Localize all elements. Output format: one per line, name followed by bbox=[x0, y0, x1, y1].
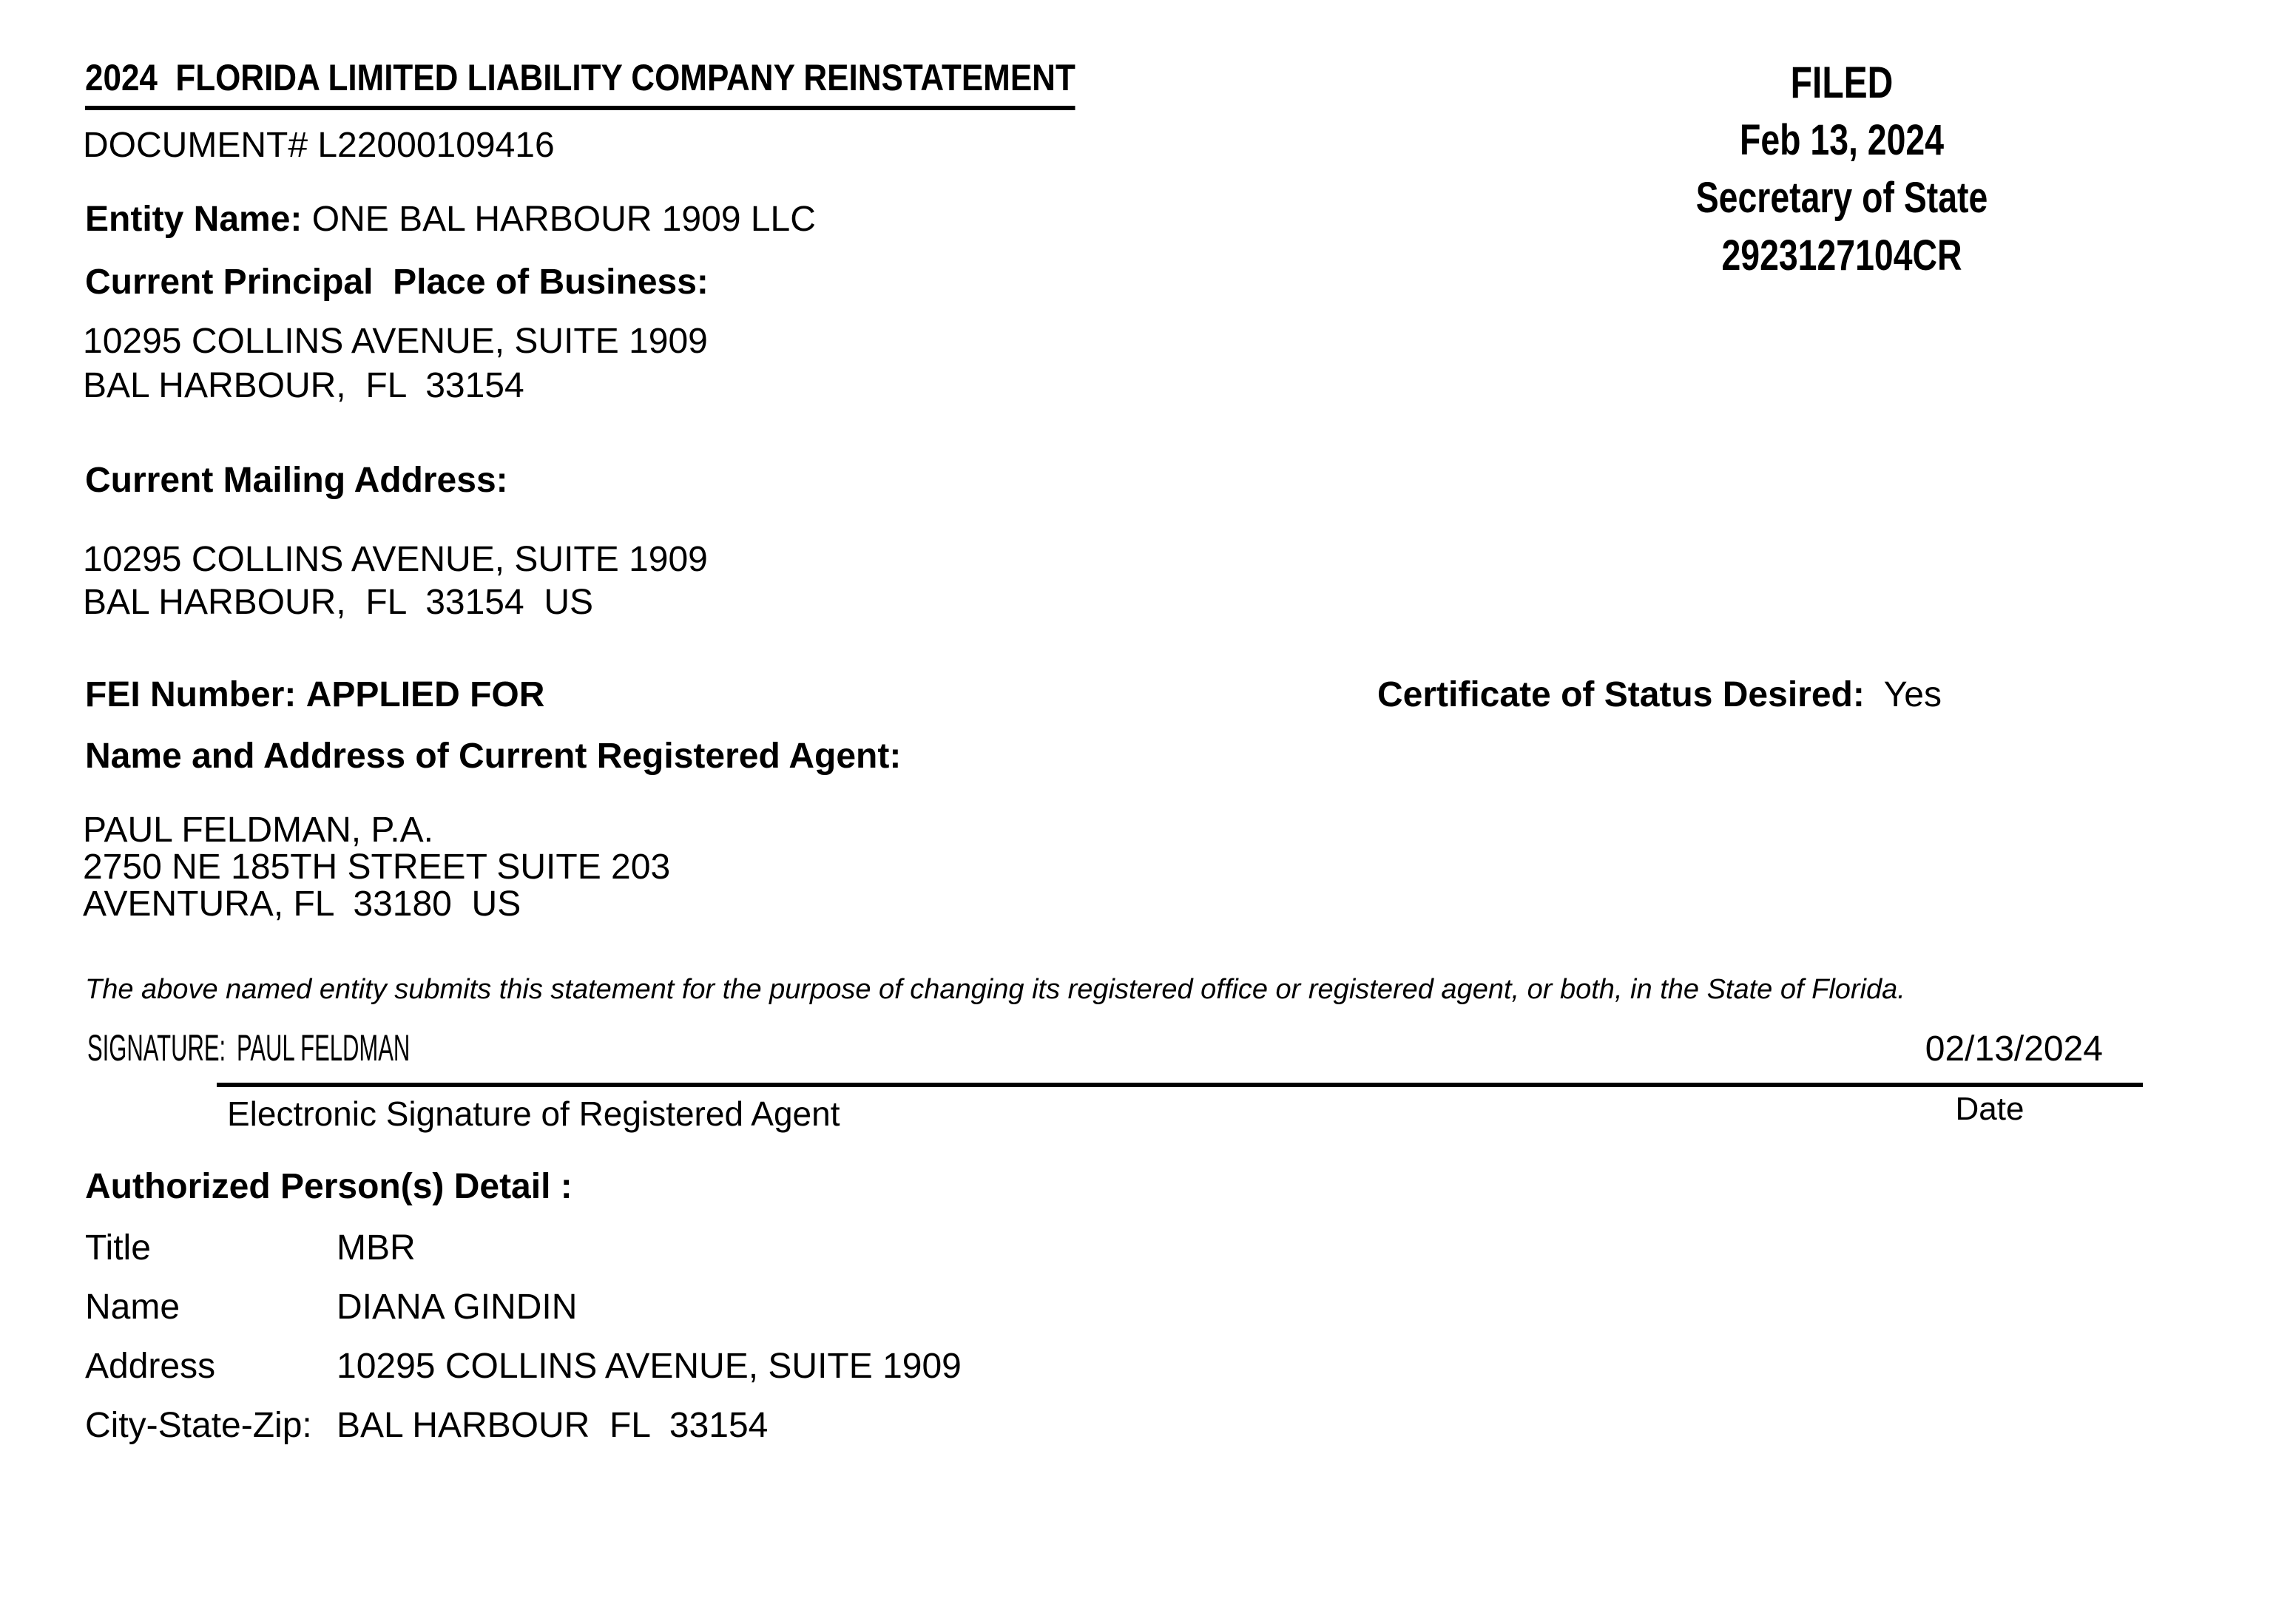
mailing-address-line-2: BAL HARBOUR, FL 33154 US bbox=[83, 583, 594, 622]
document-number: DOCUMENT# L22000109416 bbox=[83, 126, 555, 165]
signature-line bbox=[217, 1083, 2143, 1087]
authorized-row-title-value: MBR bbox=[337, 1228, 416, 1268]
fei-row bbox=[85, 674, 544, 717]
certificate-of-status-value: Yes bbox=[1883, 675, 1942, 714]
principal-address-line-1: 10295 COLLINS AVENUE, SUITE 1909 bbox=[83, 322, 708, 361]
principal-address-line-2: BAL HARBOUR, FL 33154 bbox=[83, 366, 524, 405]
authorized-row-citystatezip-label: City-State-Zip: bbox=[85, 1406, 312, 1445]
principal-place-heading: Current Principal Place of Business: bbox=[85, 263, 709, 302]
entity-name-value: ONE BAL HARBOUR 1909 LLC bbox=[311, 200, 816, 239]
registered-agent-heading: Name and Address of Current Registered Agent: bbox=[85, 737, 902, 776]
signature-date: 02/13/2024 bbox=[1925, 1029, 2103, 1069]
authorized-row-address-label: Address bbox=[85, 1347, 216, 1386]
entity-name-label: Entity Name: bbox=[85, 200, 303, 239]
signature-label: SIGNATURE: bbox=[87, 1027, 226, 1069]
authorized-row-title-label: Title bbox=[85, 1228, 151, 1268]
mailing-address-line-1: 10295 COLLINS AVENUE, SUITE 1909 bbox=[83, 540, 708, 579]
authorized-row-citystatezip-value: BAL HARBOUR FL 33154 bbox=[337, 1406, 769, 1445]
filed-status: FILED bbox=[1790, 58, 1894, 107]
date-caption: Date bbox=[1955, 1091, 2024, 1127]
signature-name: PAUL FELDMAN bbox=[237, 1027, 411, 1069]
fei-value: APPLIED FOR bbox=[305, 675, 545, 714]
authorized-persons-heading: Authorized Person(s) Detail : bbox=[85, 1167, 573, 1206]
filed-tracking-number: 2923127104CR bbox=[1721, 231, 1962, 280]
mailing-address-heading: Current Mailing Address: bbox=[85, 461, 508, 500]
filed-date: Feb 13, 2024 bbox=[1740, 116, 1944, 164]
authorized-row-name-value: DIANA GINDIN bbox=[337, 1288, 578, 1327]
fei-label: FEI Number: bbox=[85, 675, 297, 714]
registered-agent-line-2: 2750 NE 185TH STREET SUITE 203 bbox=[83, 847, 671, 887]
authorized-row-address-value: 10295 COLLINS AVENUE, SUITE 1909 bbox=[337, 1347, 962, 1386]
registered-agent-line-1: PAUL FELDMAN, P.A. bbox=[83, 811, 433, 850]
entity-name-row bbox=[85, 198, 816, 241]
signature-caption: Electronic Signature of Registered Agent bbox=[227, 1094, 840, 1133]
authorized-row-name-label: Name bbox=[85, 1288, 180, 1327]
registered-agent-line-3: AVENTURA, FL 33180 US bbox=[83, 884, 521, 924]
certificate-of-status-row bbox=[1377, 674, 1942, 717]
filed-authority: Secretary of State bbox=[1695, 174, 1988, 222]
certificate-of-status-label: Certificate of Status Desired: bbox=[1377, 675, 1865, 714]
document-title: 2024 FLORIDA LIMITED LIABILITY COMPANY REINSTATEMENT bbox=[85, 55, 1075, 110]
filed-stamp bbox=[1583, 54, 2101, 285]
purpose-statement: The above named entity submits this statement for the purpose of changing its registered office or registered agent, or both, in the State of Florida. bbox=[85, 974, 1905, 1005]
